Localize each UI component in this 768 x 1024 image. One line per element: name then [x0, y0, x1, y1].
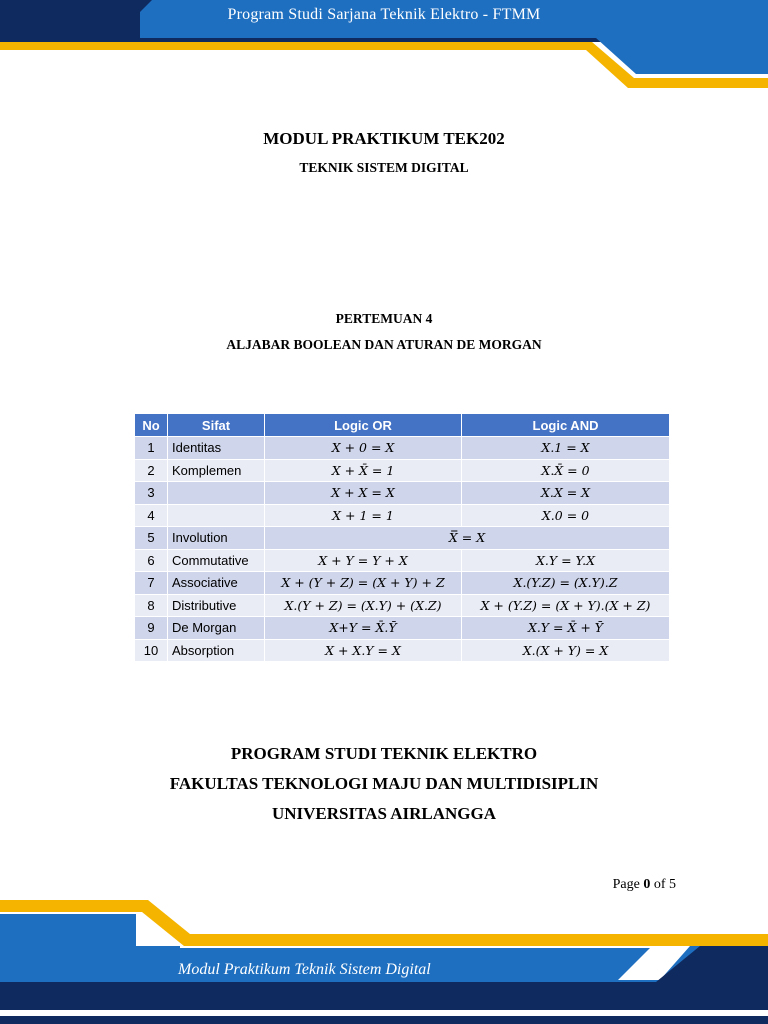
institution-program: PROGRAM STUDI TEKNIK ELEKTRO [230, 744, 538, 763]
row-or: X + 0 = X [265, 437, 462, 460]
institution-university: UNIVERSITAS AIRLANGGA [271, 804, 497, 823]
header-logic-and: Logic AND [462, 414, 670, 437]
table-row [135, 459, 670, 482]
header-title: Program Studi Sarjana Teknik Elektro - FTMM [227, 6, 541, 23]
meeting-label: PERTEMUAN 4 [335, 311, 433, 326]
table-row [135, 572, 670, 595]
table-row [135, 437, 670, 460]
table-row [135, 617, 670, 640]
page-number [613, 877, 676, 893]
row-no: 3 [135, 482, 168, 505]
institution-faculty: FAKULTAS TEKNOLOGI MAJU DAN MULTIDISIPLIN [169, 774, 599, 793]
row-no: 9 [135, 617, 168, 640]
row-sifat: Absorption [168, 639, 265, 662]
row-no: 5 [135, 527, 168, 550]
row-sifat: Identitas [168, 437, 265, 460]
row-and: X.Y = X̄ + Ȳ [462, 617, 670, 640]
row-sifat: Komplemen [168, 459, 265, 482]
row-sifat: De Morgan [168, 617, 265, 640]
row-no: 10 [135, 639, 168, 662]
row-and: X + (Y.Z) = (X + Y).(X + Z) [462, 594, 670, 617]
row-merged: X̿ = X [265, 527, 670, 550]
row-or: X + X = X [265, 482, 462, 505]
row-and: X.X̄ = 0 [462, 459, 670, 482]
row-no: 1 [135, 437, 168, 460]
page-label: Page [612, 877, 640, 892]
row-and: X.1 = X [462, 437, 670, 460]
header-logic-or: Logic OR [265, 414, 462, 437]
table-row [135, 549, 670, 572]
row-no: 7 [135, 572, 168, 595]
row-or: X + Y = Y + X [265, 549, 462, 572]
table-row [135, 639, 670, 662]
row-sifat: Involution [168, 527, 265, 550]
footer-title: Modul Praktikum Teknik Sistem Digital [178, 961, 431, 978]
table-row [135, 482, 670, 505]
row-or: X + X.Y = X [265, 639, 462, 662]
row-or: X+Y = X̄.Ȳ [265, 617, 462, 640]
row-no: 8 [135, 594, 168, 617]
table-header-row [135, 414, 670, 437]
row-sifat [168, 482, 265, 505]
row-or: X.(Y + Z) = (X.Y) + (X.Z) [265, 594, 462, 617]
row-sifat: Commutative [168, 549, 265, 572]
table-row [135, 504, 670, 527]
row-no: 6 [135, 549, 168, 572]
row-and: X.Y = Y.X [462, 549, 670, 572]
row-and: X.0 = 0 [462, 504, 670, 527]
row-and: X.(X + Y) = X [462, 639, 670, 662]
row-no: 2 [135, 459, 168, 482]
row-no: 4 [135, 504, 168, 527]
header-sifat: Sifat [168, 414, 265, 437]
row-or: X + 1 = 1 [265, 504, 462, 527]
module-title: MODUL PRAKTIKUM TEK202 [263, 129, 505, 148]
table-row [135, 527, 670, 550]
module-subtitle: TEKNIK SISTEM DIGITAL [299, 160, 469, 175]
row-sifat: Distributive [168, 594, 265, 617]
row-or: X + (Y + Z) = (X + Y) + Z [265, 572, 462, 595]
boolean-properties-table [134, 413, 670, 662]
header-no: No [135, 414, 168, 437]
row-sifat [168, 504, 265, 527]
row-or: X + X̄ = 1 [265, 459, 462, 482]
page-of: of [653, 877, 666, 892]
table-row [135, 594, 670, 617]
row-and: X.X = X [462, 482, 670, 505]
page-current: 0 [643, 877, 651, 892]
row-and: X.(Y.Z) = (X.Y).Z [462, 572, 670, 595]
page-total: 5 [669, 877, 676, 892]
row-sifat: Associative [168, 572, 265, 595]
meeting-topic: ALJABAR BOOLEAN DAN ATURAN DE MORGAN [226, 337, 542, 352]
